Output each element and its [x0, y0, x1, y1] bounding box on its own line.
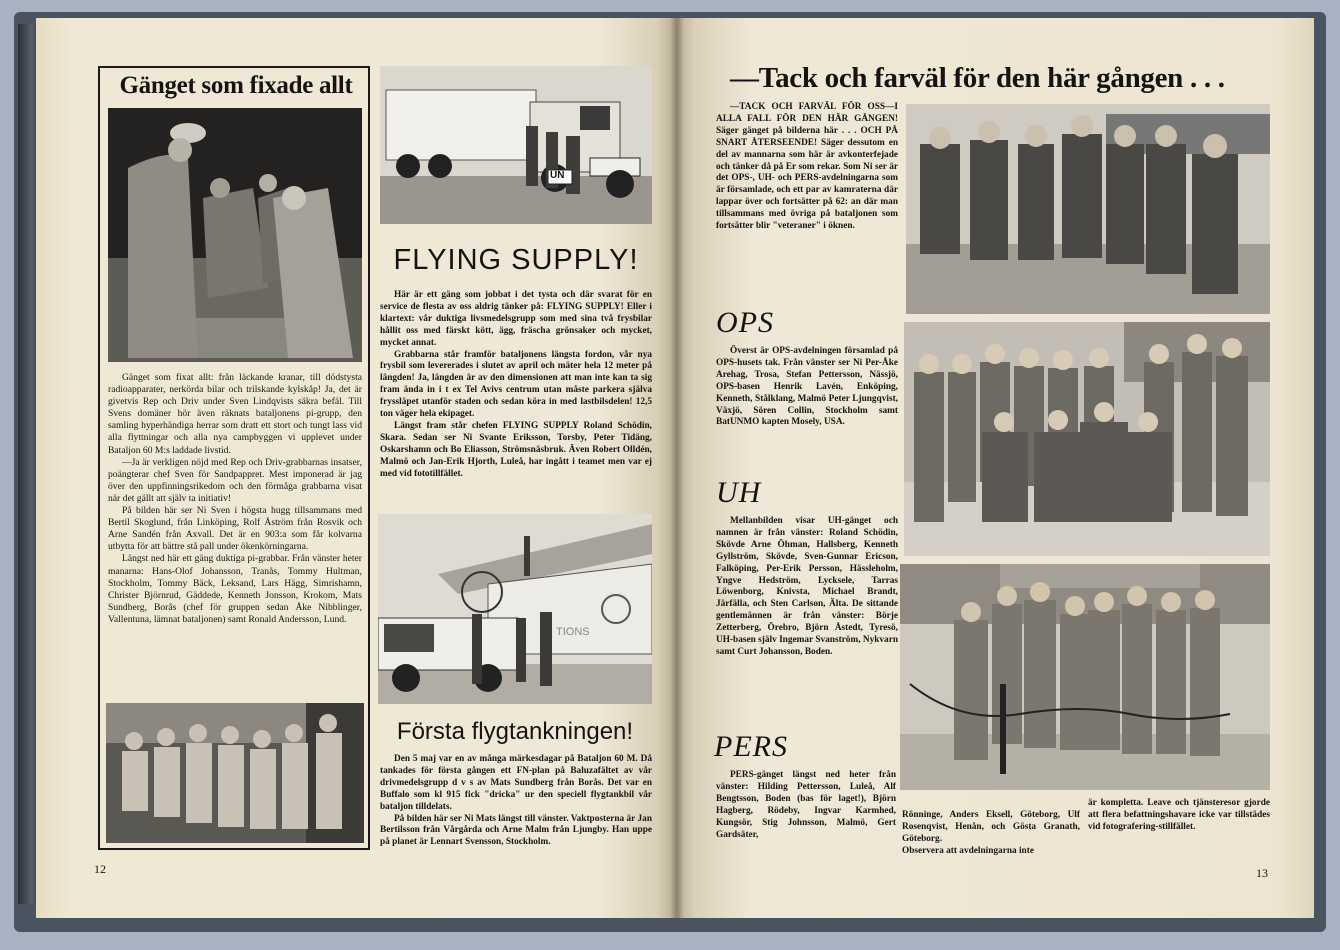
photo-pi-group — [106, 703, 364, 843]
photo-engine-repair — [108, 108, 362, 362]
photo-farewell-group — [906, 104, 1270, 314]
ops-paragraph: Överst är OPS-avdelningen församlad på OPS-husets tak. Från vänster ser Ni Per-Åke Arehag, Trosa, Stefan Pettersson, Nässjö, OPS-basen Henrik Lavén, Enköping, Kenneth, Stålklang, Malmö Peter Ljungqvist, Växjö, Sören Collin, Stockholm samt BatUNMO kapten Mosely, USA. — [716, 346, 898, 428]
forsta-flyg-body — [380, 754, 652, 849]
ops-label: OPS — [716, 306, 774, 339]
flying-paragraph-3: Längst fram står chefen FLYING SUPPLY Roland Schödin, Skara. Sedan ser Ni Svante Eriksson, Torsby, Peter Tidäng, Oskarshamn och Bo Eliasson, Strömsnäsbruk. Även Robert Olldén, Malmö och Jan-Erik Hjorth, Luleå, har ingått i teamet men var ej med vid fototillfället. — [380, 420, 652, 479]
pers-text-col2 — [902, 798, 1080, 869]
plane-marking-text: TIONS — [556, 626, 590, 638]
uh-text — [716, 516, 898, 659]
pers-text-col3 — [1088, 798, 1270, 834]
truck-plate-text: UN — [550, 170, 565, 181]
box-article-title: Gänget som fixade allt — [119, 72, 353, 99]
flying-paragraph-1: Här är ett gäng som jobbat i det tysta och där svarat för en service de flesta av oss aldrig tänker på: FLYING SUPPLY! Eller i klartext: vår duktiga livsmedelsgrupp som med sina två frysbilar hållit oss med färskt kött, ägg, fräscha grönsaker och mycket, mycket annat. — [380, 290, 652, 348]
page-number-left: 12 — [94, 862, 106, 876]
photo-pers-group — [900, 564, 1270, 790]
photo-buffalo-refuel — [378, 514, 652, 704]
forsta-paragraph-1: Den 5 maj var en av många märkesdagar på Bataljon 60 M. Då tankades för första gången ett FN-plan på Baluzafältet av vår drivmedelsgrupp d v s av Mats Sundberg från Borås. Det var en Buffalo som kl 915 fick "dricka" ur den speciell flygtankbil vår bataljon tilldelats. — [380, 754, 652, 812]
flying-supply-body — [380, 290, 652, 481]
forsta-paragraph-2: På bilden här ser Ni Mats längst till vänster. Vaktposterna är Jan Bertilsson från Vårgårda och Arne Malm från Ljungby. Han uppe på planet är Lennart Svensson, Stockholm. — [380, 813, 652, 848]
box-paragraph-2: —Ja är verkligen nöjd med Rep och Driv-grabbarnas insatser, poängterar chef Sven för Sandpappret. Mest imponerad är jag över den uppfinningsrikedom och den förmåga grabbarna visat när det gällt att själv ta initiativ! — [108, 456, 362, 504]
forsta-flygtankning-title: Första flygtankningen! — [396, 718, 634, 745]
page-gutter — [670, 18, 684, 918]
pers-label: PERS — [714, 730, 788, 763]
photo-freezer-truck — [380, 66, 652, 224]
flying-supply-title: FLYING SUPPLY! — [393, 244, 639, 276]
page-number-right: 13 — [1256, 866, 1268, 880]
photo-uh-group — [904, 322, 1270, 556]
pers-paragraph-col3: är kompletta. Leave och tjänsteresor gjorde att flera befattningshavare icke var tillstädes vid fotografering-stillfället. — [1088, 798, 1270, 832]
box-paragraph-3: På bilden här ser Ni Sven i högsta hugg tillsammans med Bertil Skoglund, från Linköping, Rolf Åström från Rosvik och Arne Sandén från Axvall. Det är en 903:a som får kolvarna utbytta för att bättre stå pall under ökenkörningarna. — [108, 505, 362, 553]
box-paragraph-4: Längst ned här ett gäng duktiga pi-grabbar. Från vänster heter manarna: Hans-Olof Johansson, Tranås, Tommy Hultman, Stockholm, Tommy Bäck, Leksand, Lars Hägg, Simrishamn, Christer Björnrud, Gäddede, Kenneth Jonsson, Krokom, Mats Sundberg, Borås (chef för gruppen sedan Åke Nibblinger, Vallentuna, lämnat bataljonen) samt Ronald Andersson, Lund. — [108, 553, 362, 625]
uh-paragraph: Mellanbilden visar UH-gänget och namnen är från vänster: Roland Schödin, Skövde Arne Öhman, Hallsberg, Kenneth Gyllström, Skövde, Sven-Gunnar Ericson, Falköping, Per-Erik Persson, Hässleholm, Yngve Hedström, Lycksele, Tarras Löwenborg, Knivsta, Michael Brandt, Järfälla, och Sten Carlson, Älta. De sittande gentlemännen är från vänster: Börje Zetterberg, Örebro, Björn Åstedt, Tyresö, UH-basen själv Ingemar Svanström, Nykvarn samt Curt Johansson, Boden. — [716, 516, 898, 657]
right-page-headline: —Tack och farväl för den här gången . . . — [730, 62, 1225, 94]
ops-text — [716, 346, 898, 429]
uh-label: UH — [716, 476, 762, 509]
box-paragraph-1: Gänget som fixat allt: från läckande kranar, till dödstysta radioapparater, nerkörda bilar och trilskande kylskåp! Ja, det är givetvis Rep och Driv under Sven Lindqvists säkra befäl. Till Svens domäner hör även räknats bataljonens pi-grupp, den samling hyperhändiga herrar som dratt ett stort och tungt lass vid alla flyttningar och alla nya campbyggen vi upplevet under Bataljon 60 M:s laddade livstid. — [108, 372, 362, 456]
pers-text-col1 — [716, 770, 896, 841]
pers-paragraph-col1: PERS-gänget längst ned heter från vänster: Hilding Pettersson, Luleå, Alf Bengtsson, Boden (bas för laget!), Björn Hagberg, Rödeby, Ingvar Karmhed, Kungsör, Stig Johnsson, Malmö, Gert Gardsäter, — [716, 770, 896, 840]
box-article-body — [108, 372, 362, 626]
flying-paragraph-2: Grabbarna står framför bataljonens längsta fordon, vår nya frysbil som levererades i slutet av april och mäter hela 12 meter på längden! Ja, längden är av den dimensionen att man inte kan ta sig fram ända in i t ex Tel Avivs centrum utan måste parkera själva fryssläpet utanför staden och sedan köra in med lastbilsdelen! 12,5 ton väger hela ekipaget. — [380, 349, 652, 420]
pers-paragraph-col2: Rönninge, Anders Eksell, Göteborg, Ulf Rosenqvist, Henån, och Gösta Granath, Göteborg. Observera att avdelningarna inte — [902, 809, 1080, 856]
intro-text — [716, 102, 898, 233]
intro-paragraph: —TACK OCH FARVÄL FÖR OSS—I ALLA FALL FÖR DEN HÄR GÅNGEN! Säger gänget på bilderna här . . . OCH PÅ SNART ÅTERSEENDE! Säger dessutom en del av mannarna som här är avkonterfejade och tänker då på Er som rekar. Som Ni ser är det OPS-, UH- och PERS-avdelningarna som är församlade, och ett par av kamraterna där lappar över och fortsätter på 62: an där man tillsammans med övriga på bataljonen som fortsätter blir "veteraner" i öknen. — [716, 102, 898, 232]
